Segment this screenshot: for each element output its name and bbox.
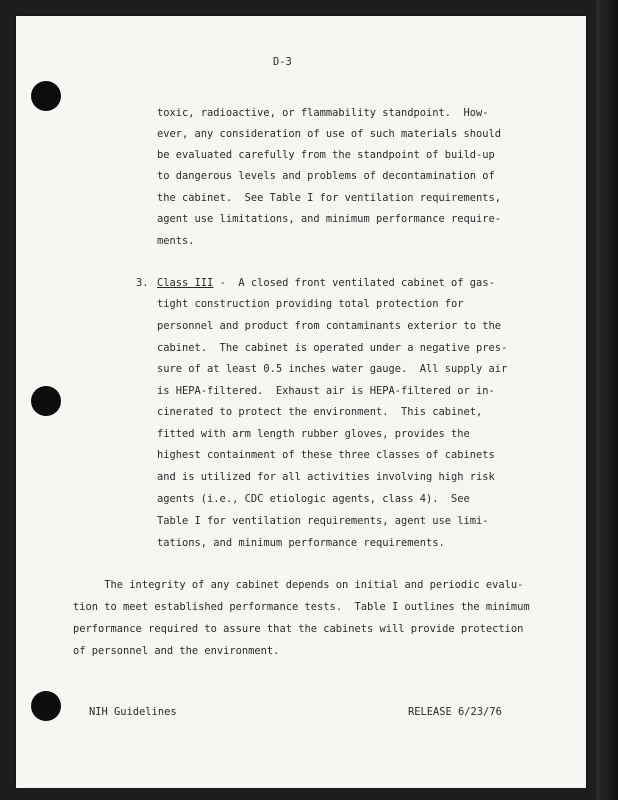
text-line: be evaluated carefully from the standpoint of build-up <box>157 149 495 161</box>
text-line: cinerated to protect the environment. This cabinet, <box>157 406 483 418</box>
text-line: tight construction providing total protection for <box>157 298 464 310</box>
text-line: cabinet. The cabinet is operated under a negative pres- <box>157 342 508 354</box>
text-line: toxic, radioactive, or flammability standpoint. How- <box>157 107 489 119</box>
text-line: sure of at least 0.5 inches water gauge. All supply air <box>157 363 508 375</box>
punch-hole-middle <box>31 386 61 416</box>
text-line: performance required to assure that the cabinets will provide protection <box>73 623 524 635</box>
text-line: highest containment of these three classes of cabinets <box>157 449 495 461</box>
text-line: A closed front ventilated cabinet of gas- <box>238 277 495 289</box>
page-number: D-3 <box>273 56 292 68</box>
text-line: and is utilized for all activities involving high risk <box>157 471 495 483</box>
list-item-number: 3. <box>136 277 149 289</box>
text-line: ever, any consideration of use of such materials should <box>157 128 502 140</box>
class-three-first-line <box>157 277 495 289</box>
footer-release-date: RELEASE 6/23/76 <box>408 706 502 718</box>
text-line: agent use limitations, and minimum performance require- <box>157 213 502 225</box>
scanner-background-edge <box>596 0 618 800</box>
heading-dash: - <box>213 277 239 289</box>
text-line: The integrity of any cabinet depends on initial and periodic evalu- <box>73 579 524 591</box>
punch-hole-bottom <box>31 691 61 721</box>
text-line: tations, and minimum performance requirements. <box>157 537 445 549</box>
text-line: fitted with arm length rubber gloves, provides the <box>157 428 470 440</box>
text-line: of personnel and the environment. <box>73 645 280 657</box>
text-line: to dangerous levels and problems of decontamination of <box>157 170 495 182</box>
text-line: agents (i.e., CDC etiologic agents, class 4). See <box>157 493 470 505</box>
text-line: ments. <box>157 235 195 247</box>
text-line: personnel and product from contaminants exterior to the <box>157 320 502 332</box>
text-line: Table I for ventilation requirements, agent use limi- <box>157 515 489 527</box>
text-line: tion to meet established performance tests. Table I outlines the minimum <box>73 601 530 613</box>
text-line: is HEPA-filtered. Exhaust air is HEPA-filtered or in- <box>157 385 495 397</box>
footer-source: NIH Guidelines <box>89 706 177 718</box>
punch-hole-top <box>31 81 61 111</box>
text-line: the cabinet. See Table I for ventilation requirements, <box>157 192 502 204</box>
document-page <box>16 16 586 788</box>
class-three-heading: Class III <box>157 277 214 289</box>
